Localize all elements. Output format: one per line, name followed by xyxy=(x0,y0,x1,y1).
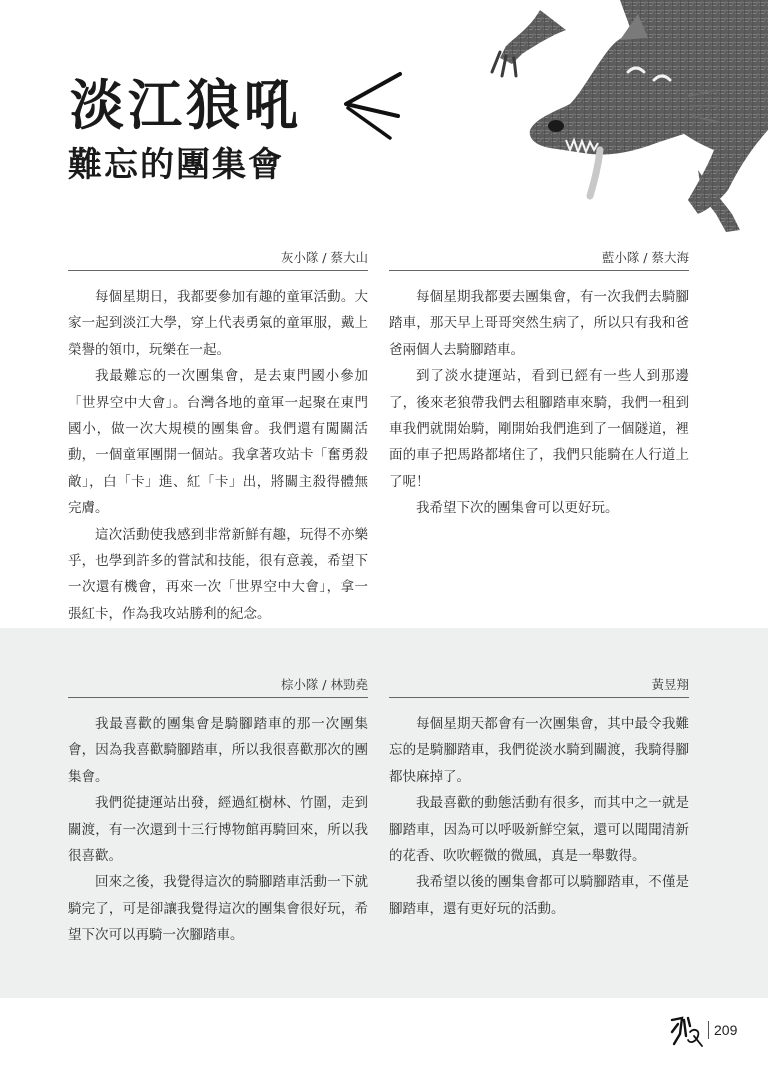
article-blue-patrol xyxy=(389,250,689,522)
article-paragraph: 到了淡水捷運站，看到已經有一些人到那邊了，後來老狼帶我們去租腳踏車來騎，我們一租到車我們就開始騎，剛開始我們進到了一個隧道，裡面的車子把馬路都堵住了，我們只能騎在人行道上了呢！ xyxy=(389,368,689,490)
article-author: 藍小隊 / 蔡大海 xyxy=(389,250,689,271)
article-author: 黃昱翔 xyxy=(389,677,689,698)
calligraphy-logo xyxy=(668,1014,706,1050)
article-paragraph: 我最喜歡的動態活動有很多，而其中之一就是腳踏車，因為可以呼吸新鮮空氣，還可以聞聞清新的花香、吹吹輕微的微風，真是一舉數得。 xyxy=(389,795,689,865)
page-subtitle: 難忘的團集會 xyxy=(68,145,284,185)
article-author: 灰小隊 / 蔡大山 xyxy=(68,250,368,271)
wolf-illustration xyxy=(470,0,768,235)
article-paragraph: 我希望下次的團集會可以更好玩。 xyxy=(416,500,619,517)
article-paragraph: 這次活動使我感到非常新鮮有趣，玩得不亦樂乎，也學到許多的嘗試和技能，很有意義，希望下一次還有機會，再來一次「世界空中大會」，拿一張紅卡，作為我攻站勝利的紀念。 xyxy=(68,526,368,622)
article-paragraph: 我最難忘的一次團集會，是去東門國小參加「世界空中大會」。台灣各地的童軍一起聚在東門國小，做一次大規模的團集會。我們還有闖關活動，一個童軍團開一個站。我拿著攻站卡「奮勇殺敵」，白「卡」進、紅「卡」出，將關主殺得體無完膚。 xyxy=(68,368,368,517)
footer-divider xyxy=(708,1021,709,1039)
article-brown-patrol xyxy=(68,677,368,949)
article-author: 棕小隊 / 林勁堯 xyxy=(68,677,368,698)
article-paragraph: 我最喜歡的團集會是騎腳踏車的那一次團集會，因為我喜歡騎腳踏車，所以我很喜歡那次的團集會。 xyxy=(68,716,368,785)
page-number: 209 xyxy=(714,1022,738,1038)
article-gray-patrol xyxy=(68,250,368,627)
article-huang xyxy=(389,677,689,922)
page-title: 淡江狼吼 xyxy=(70,73,302,137)
article-paragraph: 我希望以後的團集會都可以騎腳踏車，不僅是腳踏車，還有更好玩的活動。 xyxy=(389,874,689,917)
article-paragraph: 回來之後，我覺得這次的騎腳踏車活動一下就騎完了，可是卻讓我覺得這次的團集會很好玩，希望下次可以再騎一次腳踏車。 xyxy=(68,874,368,944)
article-paragraph: 我們從捷運站出發，經過紅樹林、竹圍，走到關渡，有一次還到十三行博物館再騎回來，所以我很喜歡。 xyxy=(68,795,368,865)
article-paragraph: 每個星期我都要去團集會，有一次我們去騎腳踏車，那天早上哥哥突然生病了，所以只有我和爸爸兩個人去騎腳踏車。 xyxy=(389,289,689,358)
chevron-left-icon xyxy=(338,70,404,144)
article-paragraph: 每個星期日，我都要參加有趣的童軍活動。大家一起到淡江大學，穿上代表勇氣的童軍服，戴上榮譽的領巾，玩樂在一起。 xyxy=(68,289,368,358)
article-paragraph: 每個星期天都會有一次團集會，其中最令我難忘的是騎腳踏車，我們從淡水騎到關渡，我騎得腳都快麻掉了。 xyxy=(389,716,689,785)
